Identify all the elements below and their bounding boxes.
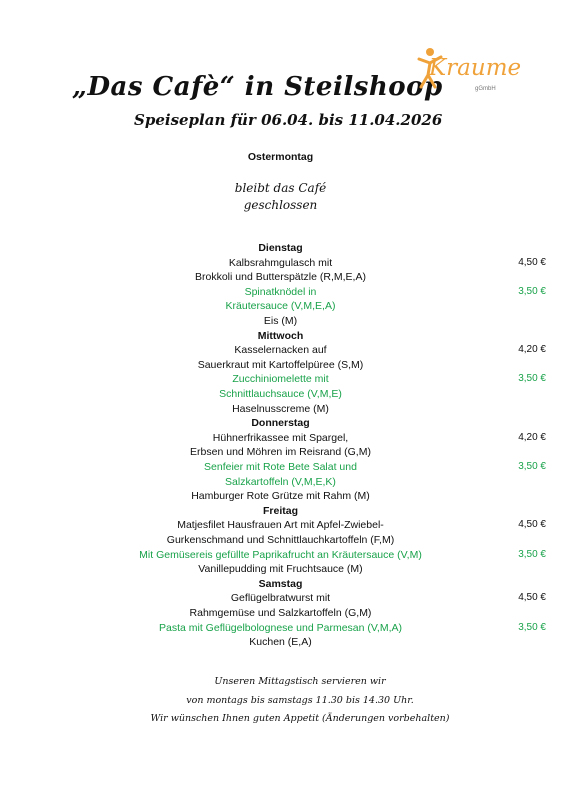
dish-line: Hühnerfrikassee mit Spargel, [212,431,349,444]
dish-price: 4,50 € [518,519,546,531]
logo-subtext: gGmbH [475,86,496,92]
vegetarian-dish-line: Senfeier mit Rote Bete Salat und [204,461,357,473]
dish-price: 4,20 € [518,431,546,443]
dish-line: Kuchen (E,A) [249,636,312,649]
menu-date-range: Speiseplan für 06.04. bis 11.04.2026 [134,111,443,129]
day-heading: Dienstag [258,242,303,254]
vegetarian-dish-line: Salzkartoffeln (V,M,E,K) [225,475,336,488]
day-heading: Samstag [258,577,303,590]
dish-price: 4,50 € [518,592,546,604]
dish-line: Eis (M) [263,315,298,327]
dish-price: 4,50 € [518,256,546,268]
vegetarian-dish-line: Pasta mit Geflügelbolognese und Parmesan (V,M,A) [159,621,402,634]
vegetarian-dish-line: Kräutersauce (V,M,E,A) [225,300,336,313]
day-heading-monday: Ostermontag [247,151,314,163]
dish-line: Matjesfilet Hausfrauen Art mit Apfel-Zwiebel- [177,519,384,532]
dish-price: 3,50 € [518,548,546,560]
dish-line: Kasselernacken auf [234,344,327,357]
dish-line: Rahmgemüse und Salzkartoffeln (G,M) [189,607,372,619]
dish-line: Kalbsrahmgulasch mit [228,256,333,269]
vegetarian-dish-line: Zucchiniomelette mit [232,373,329,386]
dish-line: Hamburger Rote Grütze mit Rahm (M) [191,490,370,503]
dish-price: 4,20 € [518,344,546,356]
dish-price: 3,50 € [518,373,546,385]
dish-line: Gurkenschmand und Schnittlauchkartoffeln (F,M) [166,534,395,546]
closed-note-line1: bleibt das Café [234,181,327,195]
dish-line: Haselnusscreme (M) [232,402,329,415]
day-heading: Donnerstag [251,417,310,430]
footer-line1: Unseren Mittagstisch servieren wir [214,676,386,687]
day-heading: Mittwoch [257,329,304,342]
dish-price: 3,50 € [518,285,546,297]
dish-line: Geflügelbratwurst mit [230,592,331,605]
dish-line: Brokkoli und Butterspätzle (R,M,E,A) [195,271,366,284]
logo-name: Kraume [429,55,522,81]
footer-line3: Wir wünschen Ihnen guten Appetit (Änderungen vorbehalten) [150,713,450,724]
vegetarian-dish-line: Mit Gemüsereis gefüllte Paprikafrucht an Kräutersauce (V,M) [139,548,422,561]
footer-line2: von montags bis samstags 11.30 bis 14.30 Uhr. [186,695,414,706]
vegetarian-dish-line: Spinatknödel in [244,285,317,298]
company-logo [415,43,522,103]
dish-price: 3,50 € [518,461,546,472]
dish-price: 3,50 € [518,621,546,633]
page-title: „Das Cafè“ in Steilshoop [72,72,443,102]
day-heading: Freitag [262,504,298,517]
dish-line: Vanillepudding mit Fruchtsauce (M) [198,563,363,576]
vegetarian-dish-line: Schnittlauchsauce (V,M,E) [219,388,342,400]
dish-line: Erbsen und Möhren im Reisrand (G,M) [190,446,371,459]
closed-note-line2: geschlossen [243,198,318,212]
dish-line: Sauerkraut mit Kartoffelpüree (S,M) [197,358,364,371]
